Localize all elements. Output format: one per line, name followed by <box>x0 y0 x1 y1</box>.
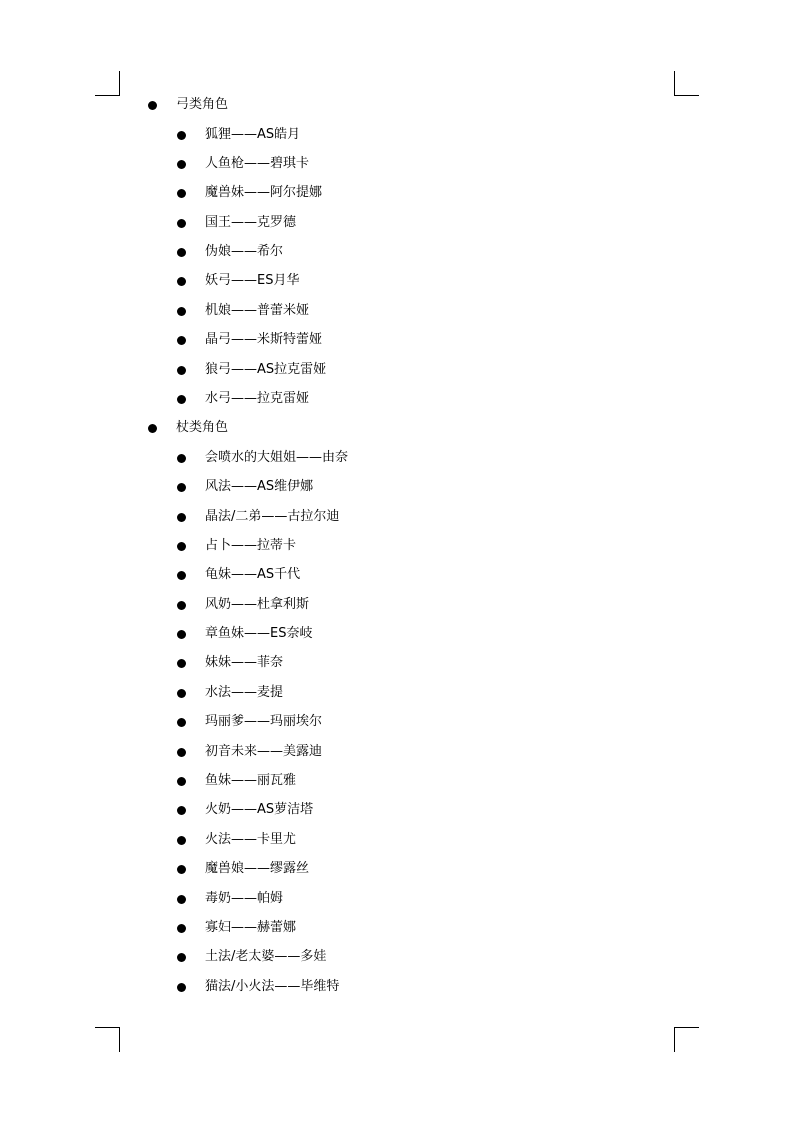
list-item-text: 火奶——AS萝洁塔 <box>205 802 314 817</box>
list-item <box>177 448 348 468</box>
list-item <box>177 536 296 556</box>
list-item <box>177 477 313 497</box>
list-item-text: 毒奶——帕姆 <box>205 891 284 906</box>
list-item-text: 猫法/小火法——毕维特 <box>205 979 340 994</box>
list-item <box>177 771 296 791</box>
section-heading <box>148 95 228 115</box>
bullet-icon <box>177 630 186 639</box>
list-item <box>177 183 322 203</box>
list-item-text: 鱼妹——丽瓦雅 <box>205 773 297 788</box>
list-item-text: 魔兽娘——缪露丝 <box>205 861 310 876</box>
list-item-text: 风奶——杜拿利斯 <box>205 597 310 612</box>
list-item <box>177 800 313 820</box>
bullet-icon <box>177 777 186 786</box>
list-item <box>177 507 339 527</box>
list-item <box>177 271 299 291</box>
bullet-icon <box>177 307 186 316</box>
list-item <box>177 154 309 174</box>
list-item-text: 章鱼妹——ES奈岐 <box>205 626 313 641</box>
list-item-text: 风法——AS维伊娜 <box>205 479 314 494</box>
list-item-text: 龟妹——AS千代 <box>205 567 301 582</box>
list-item <box>177 830 296 850</box>
bullet-icon <box>177 513 186 522</box>
list-item-text: 魔兽妹——阿尔提娜 <box>205 185 323 200</box>
bullet-icon <box>177 953 186 962</box>
list-item-text: 机娘——普蕾米娅 <box>205 303 310 318</box>
list-item <box>177 859 309 879</box>
list-item-text: 会喷水的大姐姐——由奈 <box>205 450 349 465</box>
list-item-text: 晶弓——米斯特蕾娅 <box>205 332 323 347</box>
bullet-icon <box>177 924 186 933</box>
list-item-text: 占卜——拉蒂卡 <box>205 538 297 553</box>
list-item <box>177 565 300 585</box>
list-item-text: 火法——卡里尤 <box>205 832 297 847</box>
bullet-icon <box>177 160 186 169</box>
list-item <box>177 389 309 409</box>
list-item-text: 狐狸——AS皓月 <box>205 127 301 142</box>
bullet-icon <box>148 101 157 110</box>
section-title: 杖类角色 <box>176 420 229 435</box>
bullet-icon <box>177 718 186 727</box>
list-item-text: 寡妇——赫蕾娜 <box>205 920 297 935</box>
list-item <box>177 242 283 262</box>
section-title: 弓类角色 <box>176 97 229 112</box>
bullet-icon <box>177 483 186 492</box>
list-item-text: 水法——麦提 <box>205 685 284 700</box>
list-item-text: 水弓——拉克雷娅 <box>205 391 310 406</box>
bullet-icon <box>177 454 186 463</box>
list-item <box>177 977 339 997</box>
bullet-icon <box>177 983 186 992</box>
list-item <box>177 301 309 321</box>
list-item <box>177 712 322 732</box>
list-item <box>177 947 326 967</box>
bullet-icon <box>177 748 186 757</box>
bullet-icon <box>177 836 186 845</box>
section-heading <box>148 418 228 438</box>
list-item <box>177 330 322 350</box>
list-item-text: 初音未来——美露迪 <box>205 744 323 759</box>
bullet-icon <box>177 131 186 140</box>
bullet-icon <box>177 336 186 345</box>
list-item-text: 妖弓——ES月华 <box>205 273 300 288</box>
list-item <box>177 624 312 644</box>
bullet-icon <box>177 366 186 375</box>
list-item-text: 人鱼枪——碧琪卡 <box>205 156 310 171</box>
bullet-icon <box>177 277 186 286</box>
list-item-text: 伪娘——希尔 <box>205 244 284 259</box>
list-item <box>177 125 300 145</box>
list-item-text: 国王——克罗德 <box>205 215 297 230</box>
list-item-text: 狼弓——AS拉克雷娅 <box>205 362 327 377</box>
list-item <box>177 360 326 380</box>
bullet-icon <box>177 248 186 257</box>
list-item <box>177 918 296 938</box>
list-item <box>177 742 322 762</box>
bullet-icon <box>177 865 186 874</box>
bullet-icon <box>177 659 186 668</box>
list-item-text: 妹妹——菲奈 <box>205 655 284 670</box>
list-item <box>177 889 283 909</box>
bullet-icon <box>177 571 186 580</box>
bullet-icon <box>177 189 186 198</box>
bullet-icon <box>148 424 157 433</box>
list-item-text: 晶法/二弟——古拉尔迪 <box>205 509 340 524</box>
bullet-icon <box>177 689 186 698</box>
bullet-icon <box>177 806 186 815</box>
bullet-icon <box>177 895 186 904</box>
list-item <box>177 683 283 703</box>
bullet-icon <box>177 542 186 551</box>
list-item <box>177 653 283 673</box>
bullet-icon <box>177 395 186 404</box>
bullet-icon <box>177 601 186 610</box>
bullet-icon <box>177 219 186 228</box>
list-item <box>177 213 296 233</box>
list-item <box>177 595 309 615</box>
list-item-text: 土法/老太婆——多娃 <box>205 949 327 964</box>
list-item-text: 玛丽爹——玛丽埃尔 <box>205 714 323 729</box>
